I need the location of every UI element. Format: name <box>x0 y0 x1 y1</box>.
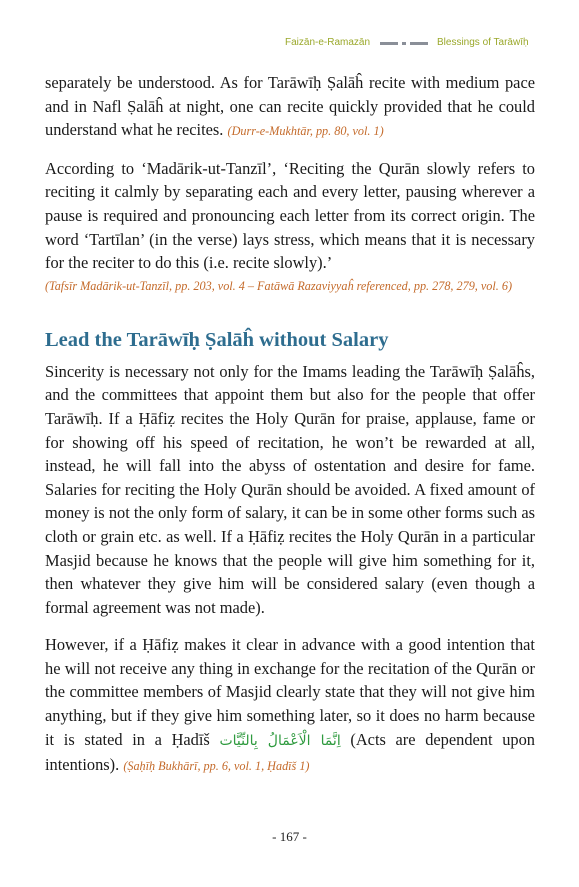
paragraph-2-text: According to ‘Madārik-ut-Tanzīl’, ‘Reciting the Qurān slowly refers to reciting it calmly by separating each and every letter, pausing wherever a pause is required and pronouncing each letter from its correct origin. The word ‘Tartīlan’ (in the verse) lays stress, which means that it is necessary for the reciter to do this (i.e. recite slowly).’ <box>45 158 535 273</box>
paragraph-1-text: separately be understood. As for Tarāwīḥ Ṣalāĥ recite with medium pace and in Nafl Ṣalāĥ at night, one can recite quickly provided that he could understand what he recites. <box>45 73 535 140</box>
book-title: Faizān-e-Ramazān <box>285 37 371 48</box>
reference-3: (Ṣaḥīḥ Bukhārī, pp. 6, vol. 1, Ḥadīš 1) <box>123 759 310 774</box>
chapter-title: Blessings of Tarāwīḥ <box>437 37 529 48</box>
reference-1: (Durr-e-Mukhtār, pp. 80, vol. 1) <box>227 124 384 139</box>
page-number: - 167 - <box>272 829 307 844</box>
reference-2: (Tafsīr Madārik-ut-Tanzīl, pp. 203, vol. 4 – Fatāwā Razaviyyaĥ referenced, pp. 278, 279, vol. 6) <box>45 278 513 293</box>
arabic-hadith: اِنَّمَا الْاَعْمَالُ بِالنِّيَّات <box>219 732 341 749</box>
page-content <box>45 71 535 779</box>
paragraph-4-text-before: However, if a Ḥāfiẓ makes it clear in advance with a good intention that he will not receive any thing in exchange for the recitation of the Qurān or the committee members of Masjid clearly state that they will not give him anything, but if they give him something later, so it does no harm because it is stated in a Ḥadīš <box>45 635 535 749</box>
paragraph-3 <box>45 360 535 620</box>
paragraph-4-text-after: (Acts are dependent upon intentions). <box>45 729 535 775</box>
page-header <box>0 37 579 51</box>
paragraph-2 <box>45 157 535 275</box>
paragraph-3-text: Sincerity is necessary not only for the Imams leading the Tarāwīḥ Ṣalāĥs, and the committees that appoint them but also for the people that offer Tarāwīḥ. If a Ḥāfiẓ recites the Holy Qurān for praise, applause, fame or for showing off his speed of recitation, he won’t be rewarded at all, instead, he will fall into the abyss of ostentation and desire for fame. Salaries for reciting the Holy Qurān should be avoided. A fixed amount of money is not the only form of salary, it can be in some other forms such as cloth or grain etc. as well. If a Ḥāfiẓ recites the Holy Qurān in a particular Masjid because he knows that the people will give him something for it, then whatever they give him will be considered salary (even though a formal agreement was not made). <box>45 361 535 617</box>
paragraph-4 <box>45 633 535 779</box>
header-separator <box>380 42 428 46</box>
section-heading: Lead the Tarāwīḥ Ṣalāĥ without Salary <box>45 328 389 351</box>
paragraph-1 <box>45 71 535 144</box>
